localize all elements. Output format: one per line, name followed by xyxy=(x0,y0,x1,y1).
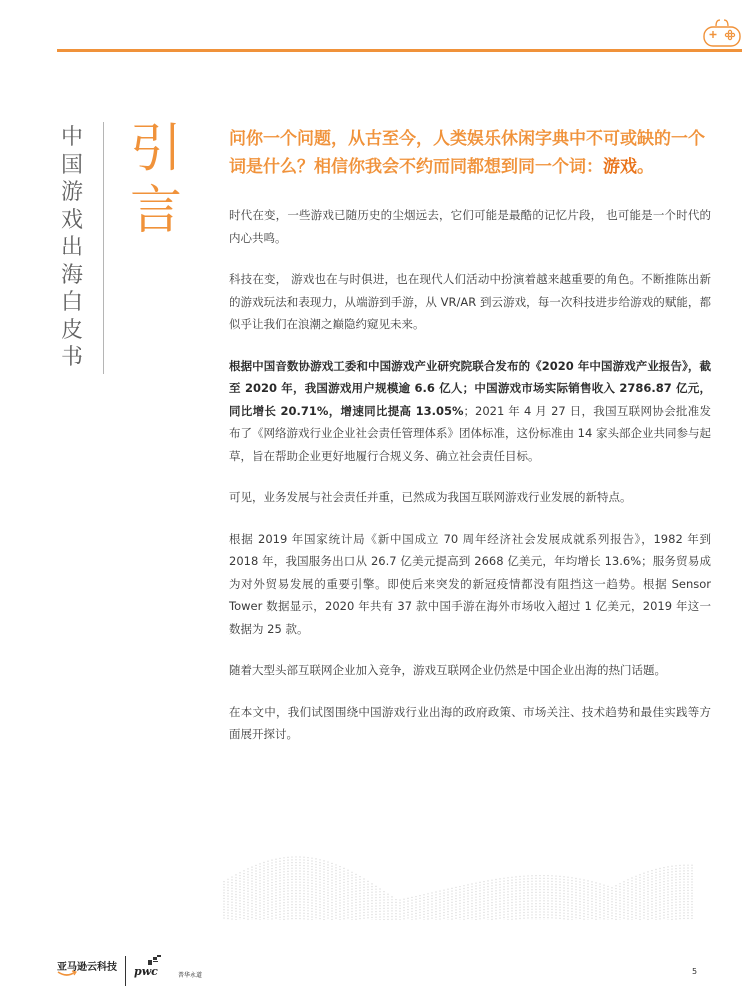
intro-highlight: 游戏 xyxy=(603,157,637,177)
pwc-chinese-name: 普华永道 xyxy=(178,972,203,979)
paragraph-3-bold: 根据中国音数协游戏工委和中国游戏产业研究院联合发布的《2020 年中国游戏产业报告》，截至 2020 年，我国游戏用户规模逾 6.6 亿人；中国游戏市场实际销售收入 2786.87 亿元，同比增长 20.71%，增速同比提高 13.05% xyxy=(229,358,711,418)
header-rule xyxy=(57,49,742,52)
aws-smile-icon xyxy=(57,970,77,978)
logo-divider xyxy=(125,956,126,986)
paragraph-3-rest: ；2021 年 4 月 27 日，我国互联网协会批准发布了《网络游戏行业企业社会责任管理体系》团体标准，这份标准由 14 家头部企业共同参与起草，旨在帮助企业更好地履行合规义务、确立社会责任目标。 xyxy=(229,403,711,463)
paragraph-1: 时代在变，一些游戏已随历史的尘烟远去，它们可能是最酷的记忆片段， 也可能是一个时代的内心共鸣。 xyxy=(229,208,711,245)
pwc-blocks-icon xyxy=(148,955,162,965)
decorative-wave-lines xyxy=(222,832,697,922)
sidebar-divider xyxy=(103,122,104,374)
section-title: 引言 xyxy=(129,119,182,241)
paragraph-2: 科技在变， 游戏也在与时俱进，也在现代人们活动中扮演着越来越重要的角色。不断推陈出新的游戏玩法和表现力，从端游到手游，从 VR/AR 到云游戏，每一次科技进步给游戏的赋能，都似乎让我们在浪潮之巅隐约窥见未来。 xyxy=(229,272,711,331)
document-title: 中国游戏出海白皮书 xyxy=(60,125,83,370)
paragraph-6: 随着大型头部互联网企业加入竞争，游戏互联网企业仍然是中国企业出海的热门话题。 xyxy=(229,663,666,677)
page-number: 5 xyxy=(692,967,698,976)
intro-question xyxy=(229,125,717,181)
intro-end: 。 xyxy=(637,157,654,177)
paragraph-4: 可见，业务发展与社会责任并重，已然成为我国互联网游戏行业发展的新特点。 xyxy=(229,490,632,504)
pwc-logo: pwc xyxy=(134,965,158,978)
body-text xyxy=(229,204,711,765)
paragraph-7: 在本文中，我们试图围绕中国游戏行业出海的政府政策、市场关注、技术趋势和最佳实践等方面展开探讨。 xyxy=(229,704,711,741)
gamepad-icon xyxy=(702,17,742,49)
intro-text: 问你一个问题，从古至今，人类娱乐休闲字典中不可或缺的一个词是什么？相信你我会不约而同都想到同一个词： xyxy=(229,129,705,177)
paragraph-3 xyxy=(229,355,711,468)
paragraph-5: 根据 2019 年国家统计局《新中国成立 70 周年经济社会发展成就系列报告》，1982 年到 2018 年，我国服务出口从 26.7 亿美元提高到 2668 亿美元，年均增长 13.6%；服务贸易成为对外贸易发展的重要引擎。即使后来突发的新冠疫情都没有阻挡这一趋势。根据 Sensor Tower 数据显示，2020 年共有 37 款中国手游在海外市场收入超过 1 亿美元，2019 年这一数据为 25 款。 xyxy=(229,531,711,636)
aws-logo: 亚马逊云科技 xyxy=(57,962,117,973)
